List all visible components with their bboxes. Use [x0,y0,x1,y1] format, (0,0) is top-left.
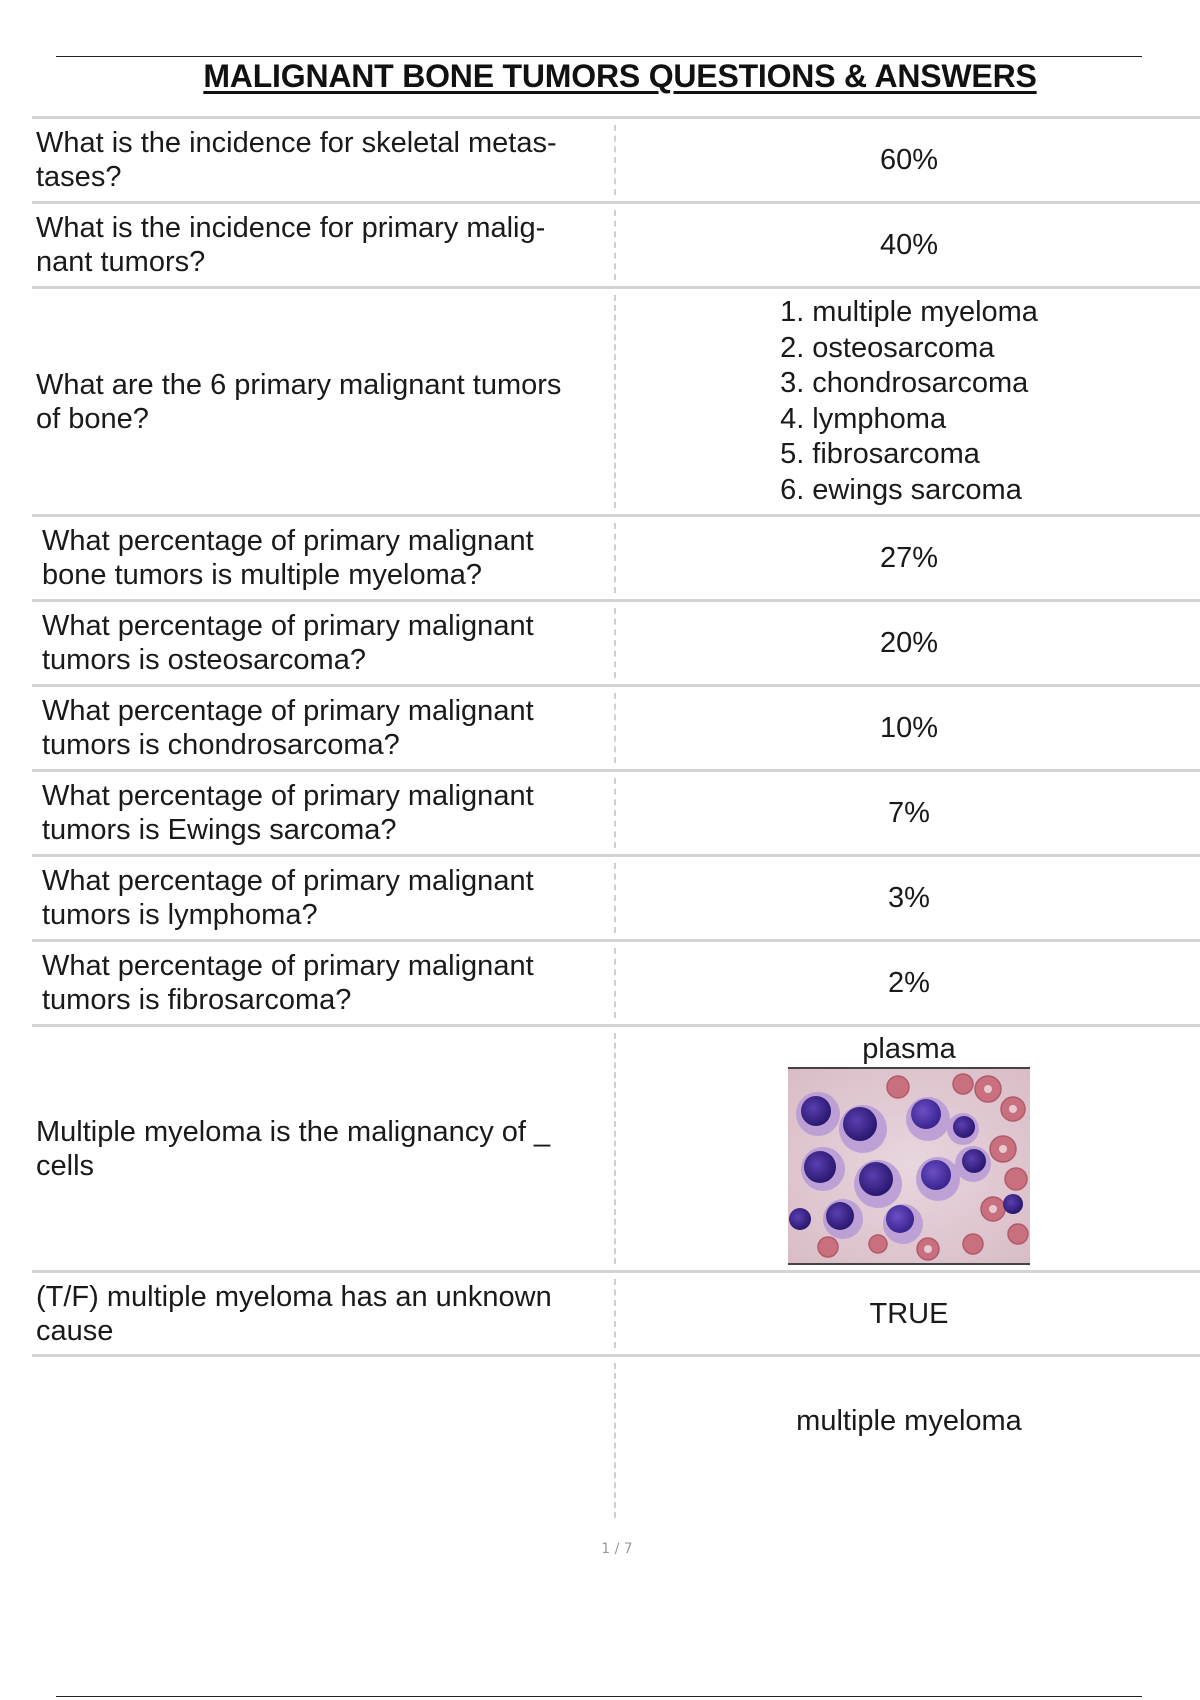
table-row [32,854,1200,939]
list-item: 5. fibrosarcoma [780,438,980,470]
answer-cell: multiple myeloma [796,1404,1022,1437]
column-divider [614,948,616,1018]
column-divider [614,1279,616,1348]
table-row [32,201,1200,286]
question-cell: What percentage of primary malignant tumors is Ewings sarcoma? [42,780,534,846]
plasma-cells-micrograph [788,1067,1030,1265]
answer-cell: TRUE [869,1297,949,1330]
column-divider [614,778,616,848]
table-row [32,939,1200,1024]
column-divider [614,1033,616,1264]
table-row [32,116,1200,201]
column-divider [614,125,616,195]
question-cell: What are the 6 primary malignant tumors of bone? [36,368,562,435]
list-item: 3. chondrosarcoma [780,367,1029,399]
answer-cell [618,289,1200,514]
column-divider [614,1363,616,1518]
top-rule [56,56,1142,57]
column-divider [614,608,616,678]
table-row [32,286,1200,514]
answer-cell: 3% [888,882,930,914]
answer-cell: 2% [888,967,930,999]
table-row [32,1354,1200,1524]
question-cell: What percentage of primary malignant tumors is lymphoma? [42,865,534,931]
answer-cell: 7% [888,797,930,829]
question-cell: What percentage of primary malignant tumors is osteosarcoma? [42,610,534,676]
image-caption: plasma [862,1032,956,1065]
question-cell: What percentage of primary malignant bone tumors is multiple myeloma? [42,525,534,591]
question-cell: Multiple myeloma is the malignancy of _ cells [36,1115,551,1182]
answer-cell: 60% [879,144,939,176]
answer-cell: 40% [879,229,939,261]
table-row [32,769,1200,854]
question-cell: What is the incidence for primary malig- nant tumors? [36,212,546,278]
image-answer [788,1033,1030,1265]
table-row [32,514,1200,599]
bottom-rule [56,1696,1142,1697]
table-row [32,684,1200,769]
list-item: 6. ewings sarcoma [780,473,1022,506]
question-cell [36,1357,606,1524]
column-divider [614,863,616,933]
question-cell: What is the incidence for skeletal metas- tases? [36,127,557,193]
list-item: 2. osteosarcoma [780,331,995,364]
table-row [32,1024,1200,1270]
table-row [32,599,1200,684]
answer-list [780,295,1038,508]
answer-cell: 10% [879,712,939,744]
question-cell: What percentage of primary malignant tumors is fibrosarcoma? [42,950,534,1016]
table-row [32,1270,1200,1354]
question-cell: What percentage of primary malignant tumors is chondrosarcoma? [42,695,534,761]
column-divider [614,693,616,763]
column-divider [614,523,616,593]
column-divider [614,210,616,280]
list-item: 4. lymphoma [780,402,947,435]
column-divider [614,295,616,508]
answer-cell: 27% [879,542,939,574]
answer-cell: 20% [879,627,939,659]
list-item: 1. multiple myeloma [780,296,1038,328]
document-title: MALIGNANT BONE TUMORS QUESTIONS & ANSWERS [203,58,1037,94]
page-indicator: 1 / 7 [601,1541,633,1557]
question-cell: (T/F) multiple myeloma has an unknown cause [36,1280,552,1347]
answer-cell [618,1027,1200,1270]
